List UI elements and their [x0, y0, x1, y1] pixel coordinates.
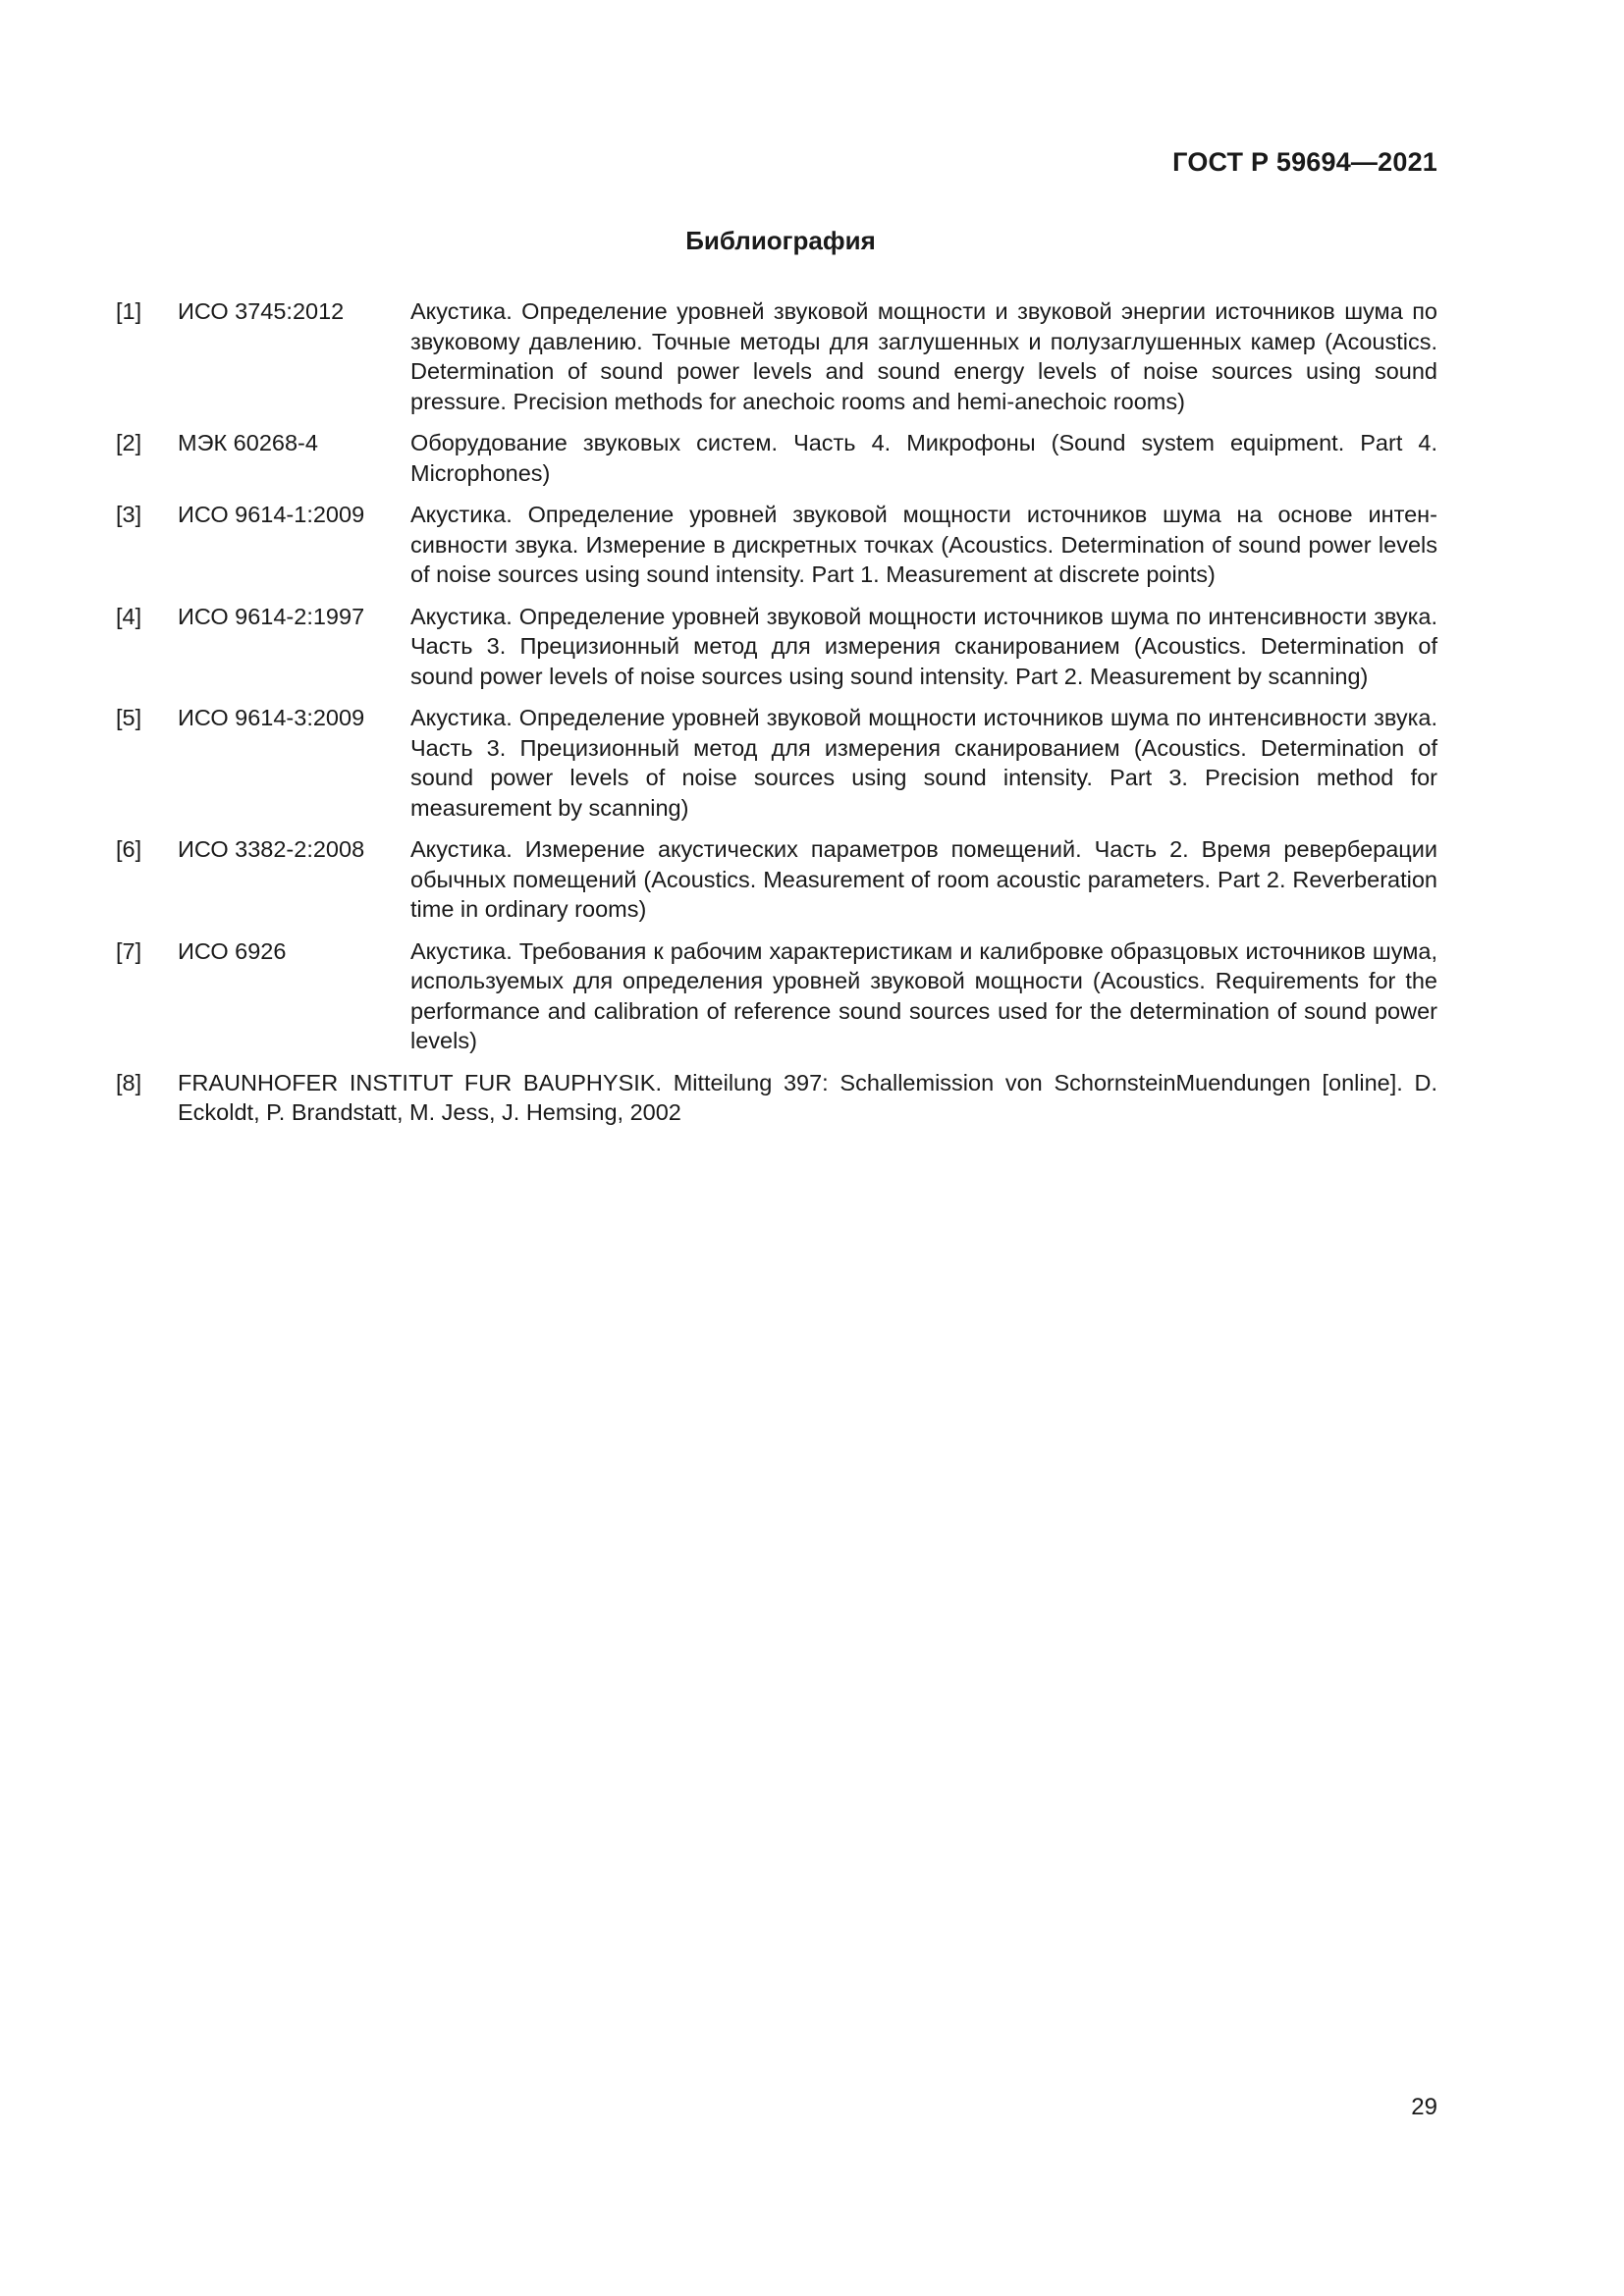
entry-number: [5] — [116, 705, 142, 730]
entry-description: Акустика. Требования к рабочим характеристикам и калибровке образцовых источников шума, используемых для определения уровней звуковой мощности (Acoustics. Requirements for the performance and calibration of reference sound sources used for the determination of sound power levels) — [410, 937, 1437, 1053]
bibliography-entry — [116, 500, 1437, 590]
entry-number: [1] — [116, 298, 142, 324]
bibliography-entry — [116, 703, 1437, 823]
entry-number: [6] — [116, 836, 142, 862]
bibliography-entry — [116, 834, 1437, 925]
page-number: 29 — [1411, 2094, 1437, 2120]
entry-description: Акустика. Измерение акустических параметров помещений. Часть 2. Время реверберации обычных помещений (Acoustics. Measurement of room acoustic parameters. Part 2. Reverberation time in ordinary rooms) — [410, 836, 1437, 922]
entry-number: [3] — [116, 502, 142, 527]
entry-standard: ИСО 9614-1:2009 — [178, 502, 365, 527]
entry-number: [8] — [116, 1069, 142, 1095]
bibliography-list — [116, 296, 1437, 1140]
bibliography-entry — [116, 428, 1437, 488]
bibliography-entry — [116, 1068, 1437, 1128]
entry-number: [4] — [116, 603, 142, 629]
bibliography-entry — [116, 602, 1437, 692]
entry-standard: МЭК 60268-4 — [178, 430, 318, 455]
entry-number: [7] — [116, 937, 142, 964]
entry-standard: ИСО 6926 — [178, 937, 287, 964]
entry-description: Оборудование звуковых систем. Часть 4. Микрофоны (Sound system equipment. Part 4. Microphones) — [410, 430, 1437, 486]
entry-standard: ИСО 9614-2:1997 — [178, 603, 365, 629]
entry-standard: ИСО 3745:2012 — [178, 298, 345, 324]
document-code: ГОСТ Р 59694—2021 — [1172, 147, 1437, 177]
bibliography-heading: Библиография — [685, 226, 876, 255]
entry-number: [2] — [116, 430, 142, 455]
entry-standard: ИСО 9614-3:2009 — [178, 705, 365, 730]
entry-description: Акустика. Определение уровней звуковой мощности источников шума на основе интенсивности звука. Измерение в дискретных точках (Acoustics. Determination of sound power levels of noise sources using sound intensity. Part 1. Measurement at discrete points) — [410, 502, 1437, 587]
entry-standard: ИСО 3382-2:2008 — [178, 836, 365, 862]
bibliography-entry — [116, 296, 1437, 416]
entry-description: Акустика. Определение уровней звуковой мощности источников шума по интенсивности звука. Часть 3. Прецизионный метод для измерения сканированием (Acoustics. Determination of sound power levels of noise sources using sound intensity. Part 3. Precision method for measurement by scanning) — [410, 705, 1437, 821]
entry-text: FRAUNHOFER INSTITUT FUR BAUPHYSIK. Mitteilung 397: Schallemission von SchornsteinMuendungen [online]. D. Eckoldt, P. Brandstatt, M. Jess, J. Hemsing, 2002 — [178, 1069, 1437, 1125]
entry-description: Акустика. Определение уровней звуковой мощности и звуковой энергии источников шума по звуковому давлению. Точные методы для заглушенных и полузаглушенных камер (Acoustics. Determination of sound power levels and sound energy levels of noise sources using sound pressure. Precision methods for anechoic rooms and hemi-anechoic rooms) — [410, 298, 1437, 414]
entry-description: Акустика. Определение уровней звуковой мощности источников шума по интенсивности звука. Часть 3. Прецизионный метод для измерения сканированием (Acoustics. Determination of sound power levels of noise sources using sound intensity. Part 2. Measurement by scanning) — [410, 603, 1437, 689]
bibliography-entry — [116, 936, 1437, 1056]
